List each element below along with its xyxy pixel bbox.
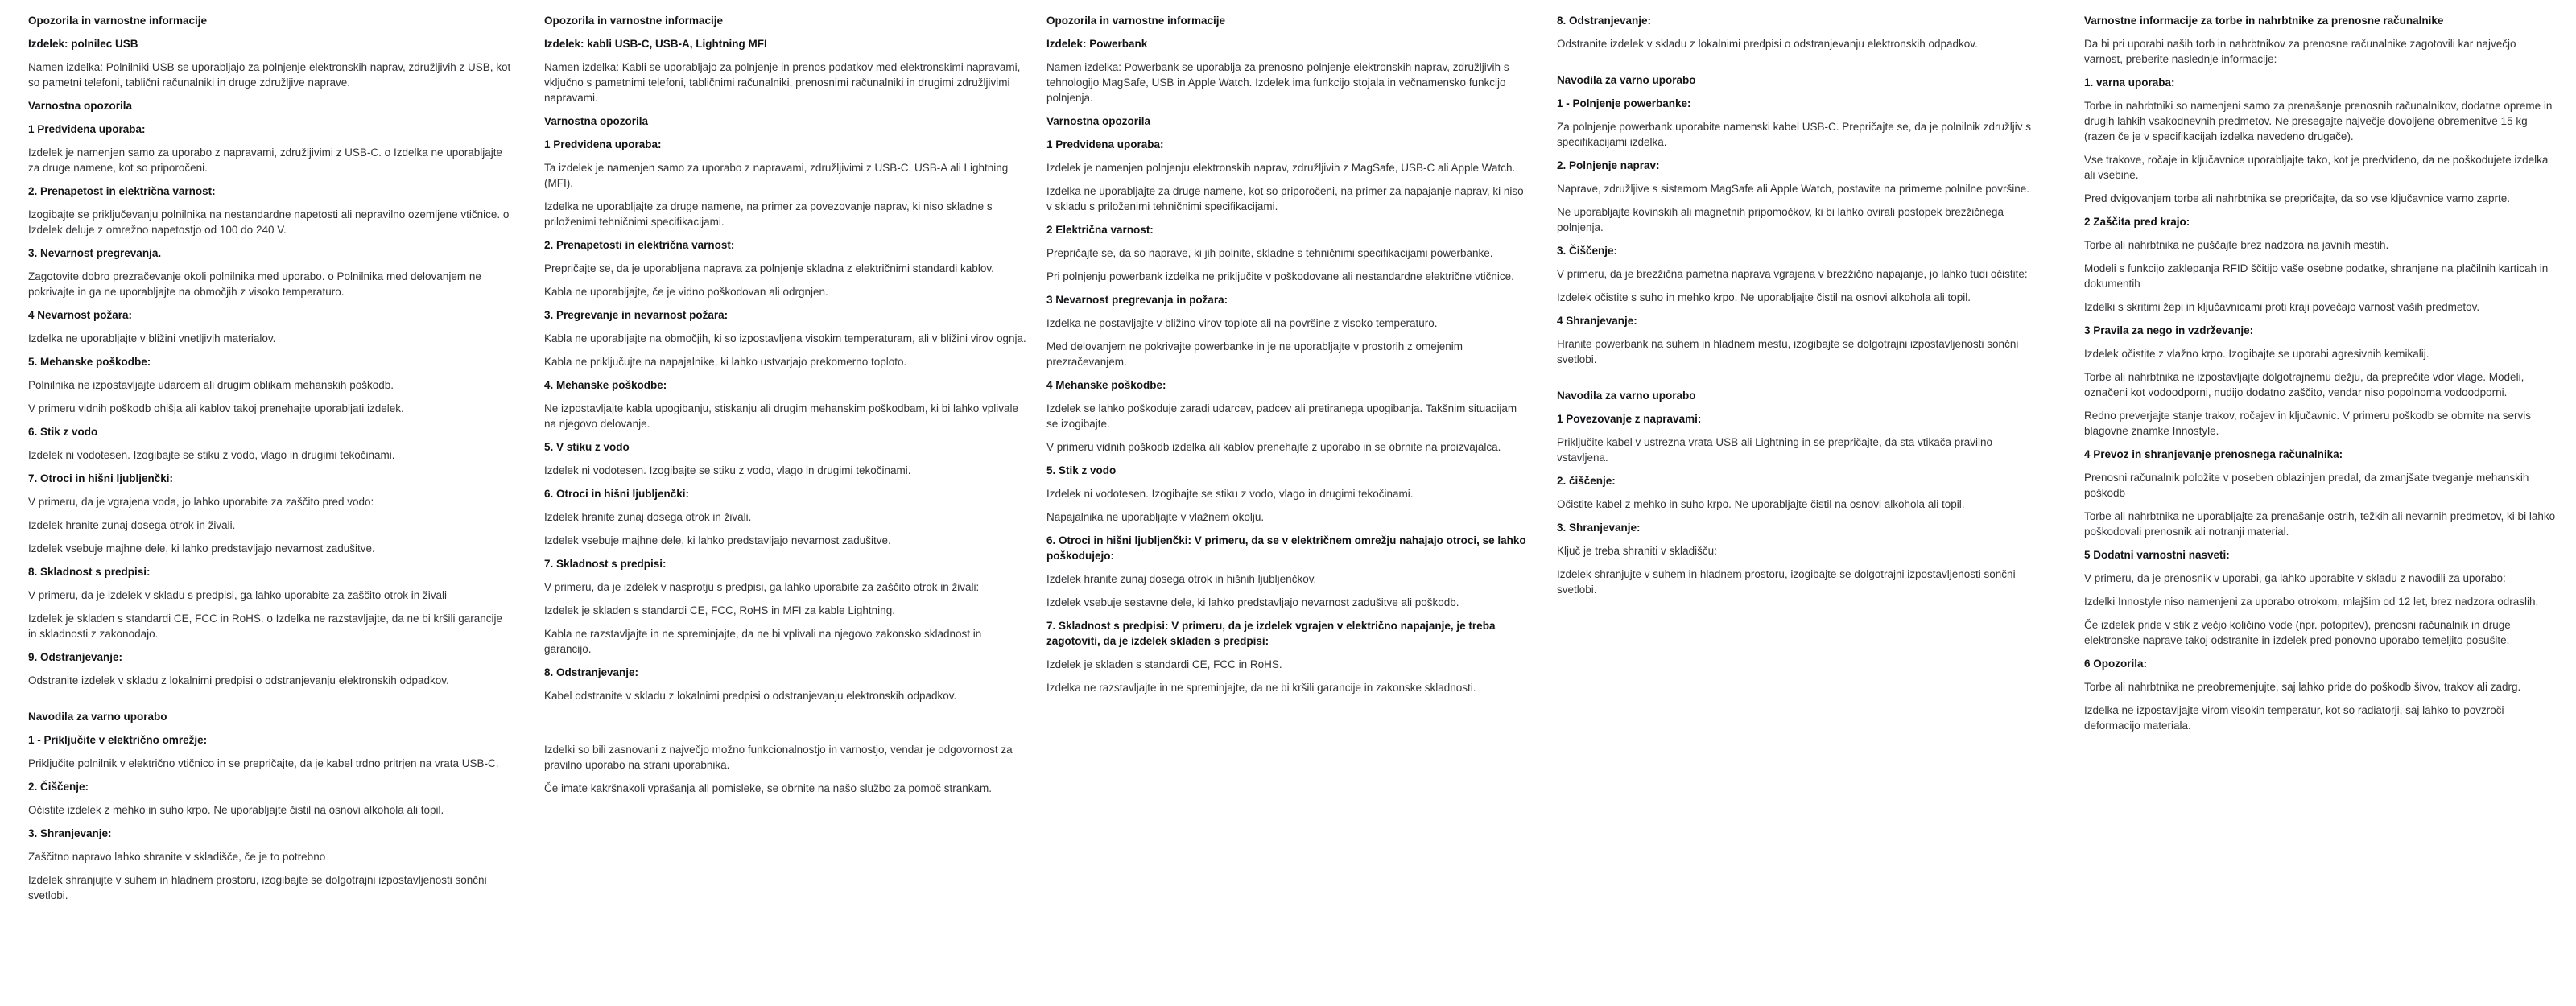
- section-heading: Opozorila in varnostne informacije: [28, 14, 208, 27]
- paragraph: Izdelek je skladen s standardi CE, FCC, RoHS in MFI za kable Lightning.: [544, 604, 895, 616]
- paragraph: Očistite kabel z mehko in suho krpo. Ne uporabljajte čistil na osnovi alkohola ali topil.: [1557, 498, 1965, 510]
- paragraph: Izdelek je skladen s standardi CE, FCC in RoHS. o Izdelka ne razstavljajte, da ne bi kršili garancije in skladnosti z zakonodajo.: [28, 612, 503, 640]
- paragraph: Izdelka ne postavljajte v bližino virov toplote ali na površine z visoko temperaturo.: [1046, 317, 1438, 329]
- paragraph: Odstranite izdelek v skladu z lokalnimi predpisi o odstranjevanju elektronskih odpadkov.: [28, 674, 449, 686]
- paragraph: Izdelek je namenjen samo za uporabo z napravami, združljivimi z USB-C. o Izdelka ne uporabljajte za druge namene, kot so priporočeni.: [28, 146, 503, 174]
- paragraph: Zagotovite dobro prezračevanje okoli polnilnika med uporabo. o Polnilnika med delovanjem ne pokrivajte in ga ne uporabljajte na območjih z visoko temperaturo.: [28, 270, 481, 298]
- section-heading: 4 Mehanske poškodbe:: [1046, 379, 1166, 391]
- paragraph: Torbe ali nahrbtnika ne preobremenjujte, saj lahko pride do poškodb šivov, trakov ali zadrg.: [2084, 681, 2521, 693]
- paragraph: Izdelek vsebuje majhne dele, ki lahko predstavljajo nevarnost zadušitve.: [544, 534, 891, 546]
- column-cables: [544, 13, 1027, 804]
- paragraph: Ključ je treba shraniti v skladišču:: [1557, 545, 1717, 557]
- paragraph: Torbe ali nahrbtnika ne izpostavljajte dolgotrajnemu dežju, da preprečite vdor vlage. Modeli, označeni kot vodoodporni, nudijo dodatno zaščito, vendar niso popolnoma vodoodporni.: [2084, 371, 2524, 398]
- section-heading: 3. Shranjevanje:: [28, 827, 112, 839]
- paragraph: Ne uporabljajte kovinskih ali magnetnih pripomočkov, ki bi lahko ovirali postopek brezžičnega polnjenja.: [1557, 206, 2004, 233]
- paragraph: Izdelek ni vodotesen. Izogibajte se stiku z vodo, vlago in drugimi tekočinami.: [28, 449, 395, 461]
- paragraph: Prepričajte se, da so naprave, ki jih polnite, skladne s tehničnimi specifikacijami powerbanke.: [1046, 247, 1493, 259]
- paragraph: Izdelek ni vodotesen. Izogibajte se stiku z vodo, vlago in drugimi tekočinami.: [544, 464, 911, 476]
- paragraph: Torbe in nahrbtniki so namenjeni samo za prenašanje prenosnih računalnikov, dodatne opreme in drugih lahkih vsakodnevnih predmetov. Ne presegajte največje dovoljene obremenitve 15 kg (razen če je v specifikacijah izdelka navedeno drugače).: [2084, 100, 2553, 142]
- paragraph: Izdelek shranjujte v suhem in hladnem prostoru, izogibajte se dolgotrajni izpostavljenosti sončni svetlobi.: [28, 874, 487, 901]
- paragraph: V primeru, da je vgrajena voda, jo lahko uporabite za zaščito pred vodo:: [28, 496, 374, 508]
- paragraph: Prenosni računalnik položite v poseben oblazinjen predal, da zmanjšate tveganje mehanskih poškodb: [2084, 472, 2529, 499]
- section-heading: 1. varna uporaba:: [2084, 76, 2175, 89]
- column-powerbank-usage: [1557, 13, 2040, 605]
- section-heading: 7. Skladnost s predpisi: V primeru, da je izdelek vgrajen v električno napajanje, je treba zagotoviti, da je izdelek skladen s predpisi:: [1046, 620, 1496, 647]
- paragraph: Za polnjenje powerbank uporabite namenski kabel USB-C. Prepričajte se, da je polnilnik združljiv s specifikacijami izdelka.: [1557, 121, 2032, 148]
- section-heading: 6. Otroci in hišni ljubljenčki:: [544, 488, 690, 500]
- section-heading: 3 Pravila za nego in vzdrževanje:: [2084, 324, 2254, 336]
- section-heading: 2 Zaščita pred krajo:: [2084, 216, 2190, 228]
- paragraph: Izdelka ne uporabljajte v bližini vnetljivih materialov.: [28, 332, 276, 344]
- section-heading: 4 Prevoz in shranjevanje prenosnega računalnika:: [2084, 448, 2343, 460]
- paragraph: Izdelek očistite z vlažno krpo. Izogibajte se uporabi agresivnih kemikalij.: [2084, 348, 2429, 360]
- paragraph: Izdelki Innostyle niso namenjeni za uporabo otrokom, mlajšim od 12 let, brez nadzora odraslih.: [2084, 596, 2539, 608]
- paragraph: Izdelek vsebuje sestavne dele, ki lahko predstavljajo nevarnost zadušitve ali poškodb.: [1046, 596, 1459, 608]
- section-heading: 4. Mehanske poškodbe:: [544, 379, 667, 391]
- paragraph: Ne izpostavljajte kabla upogibanju, stiskanju ali drugim mehanskim poškodbam, ki bi lahko vplivale na njegovo delovanje.: [544, 402, 1019, 430]
- section-heading: Opozorila in varnostne informacije: [544, 14, 724, 27]
- paragraph: Izdelka ne izpostavljajte virom visokih temperatur, kot so radiatorji, saj lahko to povzroči deformacijo materiala.: [2084, 704, 2504, 732]
- paragraph: Izdelka ne uporabljajte za druge namene, na primer za povezovanje naprav, ki niso skladne s priloženimi tehničnimi specifikacijami.: [544, 200, 993, 228]
- column-powerbank: [1046, 13, 1530, 703]
- paragraph: Namen izdelka: Polnilniki USB se uporabljajo za polnjenje elektronskih naprav, združljivih z USB, kot so pametni telefoni, tablični računalniki in druge združljive naprave.: [28, 61, 511, 89]
- paragraph: Napajalnika ne uporabljajte v vlažnem okolju.: [1046, 511, 1265, 523]
- paragraph: V primeru, da je prenosnik v uporabi, ga lahko uporabite v skladu z navodili za uporabo:: [2084, 572, 2506, 584]
- section-heading: 6. Stik z vodo: [28, 426, 98, 438]
- paragraph: Namen izdelka: Powerbank se uporablja za prenosno polnjenje elektronskih naprav, združljivih s tehnologijo MagSafe, USB in Apple Watch. Izdelek ima funkcijo stojala in večnamensko funkcijo polnjenja.: [1046, 61, 1509, 104]
- section-heading: 2. Polnjenje naprav:: [1557, 159, 1660, 171]
- paragraph: Kabel odstranite v skladu z lokalnimi predpisi o odstranjevanju elektronskih odpadkov.: [544, 690, 957, 702]
- paragraph: Izdelek shranjujte v suhem in hladnem prostoru, izogibajte se dolgotrajni izpostavljenosti sončni svetlobi.: [1557, 568, 2016, 596]
- section-heading: 7. Otroci in hišni ljubljenčki:: [28, 472, 174, 484]
- paragraph: Izdelek hranite zunaj dosega otrok in živali.: [544, 511, 752, 523]
- section-heading: Izdelek: polnilec USB: [28, 38, 138, 50]
- section-heading: Navodila za varno uporabo: [28, 711, 167, 723]
- section-heading: 5. Stik z vodo: [1046, 464, 1117, 476]
- paragraph: Priključite kabel v ustrezna vrata USB ali Lightning in se prepričajte, da sta vtikača pravilno vstavljena.: [1557, 436, 1993, 464]
- paragraph: Očistite izdelek z mehko in suho krpo. Ne uporabljajte čistil na osnovi alkohola ali topil.: [28, 804, 444, 816]
- paragraph: Modeli s funkcijo zaklepanja RFID ščitijo vaše osebne podatke, shranjene na plačilnih karticah in dokumentih: [2084, 262, 2549, 290]
- paragraph: Izdelki so bili zasnovani z največjo možno funkcionalnostjo in varnostjo, vendar je odgovornost za pravilno uporabo na strani uporabnika.: [544, 744, 1013, 771]
- paragraph: Odstranite izdelek v skladu z lokalnimi predpisi o odstranjevanju elektronskih odpadkov.: [1557, 38, 1978, 50]
- paragraph: Izdelek ni vodotesen. Izogibajte se stiku z vodo, vlago in drugimi tekočinami.: [1046, 488, 1414, 500]
- paragraph: Izdelki s skritimi žepi in ključavnicami proti kraji povečajo varnost vaših predmetov.: [2084, 301, 2480, 313]
- paragraph: Če izdelek pride v stik z večjo količino vode (npr. potopitev), prenosni računalnik in druge elektronske naprave takoj odstranite in izdelek pred ponovno uporabo temeljito posušite.: [2084, 619, 2511, 646]
- section-heading: Opozorila in varnostne informacije: [1046, 14, 1226, 27]
- section-heading: 6. Otroci in hišni ljubljenčki: V primeru, da se v električnem omrežju nahajajo otroci, se lahko poškodujejo:: [1046, 534, 1526, 562]
- section-heading: 3. Pregrevanje in nevarnost požara:: [544, 309, 729, 321]
- paragraph: Izdelek je skladen s standardi CE, FCC in RoHS.: [1046, 658, 1282, 670]
- paragraph: Da bi pri uporabi naših torb in nahrbtnikov za prenosne računalnike zagotovili kar največjo varnost, preberite naslednje informacije:: [2084, 38, 2516, 65]
- section-heading: 3. Nevarnost pregrevanja.: [28, 247, 162, 259]
- section-heading: 4 Nevarnost požara:: [28, 309, 133, 321]
- paragraph: Redno preverjajte stanje trakov, ročajev in ključavnic. V primeru poškodb se obrnite na servis blagovne znamke Innostyle.: [2084, 410, 2532, 437]
- paragraph: Izdelek očistite s suho in mehko krpo. Ne uporabljajte čistil na osnovi alkohola ali topil.: [1557, 291, 1971, 303]
- section-heading: 2. Prenapetost in električna varnost:: [28, 185, 216, 197]
- section-heading: 4 Shranjevanje:: [1557, 315, 1637, 327]
- paragraph: Namen izdelka: Kabli se uporabljajo za polnjenje in prenos podatkov med elektronskimi napravami, vključno s pametnimi telefoni, tabličnimi računalniki, prenosnimi računalniki in drugimi združljivimi napravami.: [544, 61, 1021, 104]
- paragraph: Kabla ne uporabljajte na območjih, ki so izpostavljena visokim temperaturam, ali v bližini virov ognja.: [544, 332, 1026, 344]
- section-heading: 2. Prenapetosti in električna varnost:: [544, 239, 735, 251]
- section-heading: 3. Čiščenje:: [1557, 245, 1618, 257]
- section-heading: 2. Čiščenje:: [28, 781, 89, 793]
- section-heading: 5 Dodatni varnostni nasveti:: [2084, 549, 2230, 561]
- paragraph: Zaščitno napravo lahko shranite v skladišče, če je to potrebno: [28, 851, 326, 863]
- section-heading: 3. Shranjevanje:: [1557, 522, 1641, 534]
- paragraph: Polnilnika ne izpostavljajte udarcem ali drugim oblikam mehanskih poškodb.: [28, 379, 394, 391]
- paragraph: Naprave, združljive s sistemom MagSafe ali Apple Watch, postavite na primerne polnilne površine.: [1557, 183, 2030, 195]
- paragraph: V primeru, da je brezžična pametna naprava vgrajena v brezžično napajanje, jo lahko tudi očistite:: [1557, 268, 2028, 280]
- paragraph: Izdelek hranite zunaj dosega otrok in živali.: [28, 519, 236, 531]
- paragraph: V primeru, da je izdelek v nasprotju s predpisi, ga lahko uporabite za zaščito otrok in živali:: [544, 581, 980, 593]
- paragraph: Izdelka ne uporabljajte za druge namene, kot so priporočeni, na primer za napajanje naprav, ki niso v skladu s priloženimi tehničnimi specifikacijami.: [1046, 185, 1524, 212]
- paragraph: Torbe ali nahrbtnika ne puščajte brez nadzora na javnih mestih.: [2084, 239, 2389, 251]
- section-heading: 9. Odstranjevanje:: [28, 651, 123, 663]
- section-heading: 5. V stiku z vodo: [544, 441, 630, 453]
- section-heading: 1 Predvidena uporaba:: [544, 138, 662, 150]
- paragraph: Torbe ali nahrbtnika ne uporabljajte za prenašanje ostrih, težkih ali nevarnih predmetov, ki bi lahko poškodovali prenosnik ali notranji material.: [2084, 510, 2556, 538]
- section-heading: 2. čiščenje:: [1557, 475, 1616, 487]
- section-heading: 5. Mehanske poškodbe:: [28, 356, 151, 368]
- paragraph: Izdelek vsebuje majhne dele, ki lahko predstavljajo nevarnost zadušitve.: [28, 542, 375, 555]
- section-heading: Navodila za varno uporabo: [1557, 390, 1696, 402]
- section-heading: 8. Odstranjevanje:: [1557, 14, 1652, 27]
- section-heading: 3 Nevarnost pregrevanja in požara:: [1046, 294, 1228, 306]
- paragraph: Vse trakove, ročaje in ključavnice uporabljajte tako, kot je predvideno, da ne poškodujete izdelka ali vsebine.: [2084, 154, 2549, 181]
- section-heading: Varnostna opozorila: [1046, 115, 1151, 127]
- paragraph: Pred dvigovanjem torbe ali nahrbtnika se prepričajte, da so vse ključavnice varno zaprte.: [2084, 192, 2511, 204]
- section-heading: 1 - Priključite v električno omrežje:: [28, 734, 208, 746]
- section-heading: Varnostna opozorila: [28, 100, 133, 112]
- section-heading: 2 Električna varnost:: [1046, 224, 1154, 236]
- section-heading: Varnostna opozorila: [544, 115, 649, 127]
- paragraph: Ta izdelek je namenjen samo za uporabo z napravami, združljivimi z USB-C, USB-A ali Lightning (MFI).: [544, 162, 1009, 189]
- paragraph: V primeru, da je izdelek v skladu s predpisi, ga lahko uporabite za zaščito otrok in živali: [28, 589, 448, 601]
- section-heading: 7. Skladnost s predpisi:: [544, 558, 667, 570]
- paragraph: Če imate kakršnakoli vprašanja ali pomisleke, se obrnite na našo službo za pomoč strankam.: [544, 782, 993, 794]
- paragraph: Izdelek se lahko poškoduje zaradi udarcev, padcev ali pretiranega upogibanja. Takšnim situacijam se izogibajte.: [1046, 402, 1517, 430]
- section-heading: 1 - Polnjenje powerbanke:: [1557, 97, 1691, 109]
- section-heading: 8. Odstranjevanje:: [544, 666, 639, 678]
- section-heading: Navodila za varno uporabo: [1557, 74, 1696, 86]
- section-heading: 8. Skladnost s predpisi:: [28, 566, 151, 578]
- paragraph: Pri polnjenju powerbank izdelka ne priključite v poškodovane ali nestandardne električne vtičnice.: [1046, 270, 1514, 282]
- column-usb-charger: [28, 13, 511, 911]
- paragraph: Kabla ne uporabljajte, če je vidno poškodovan ali odrgnjen.: [544, 286, 828, 298]
- section-heading: 1 Povezovanje z napravami:: [1557, 413, 1702, 425]
- section-heading: Izdelek: kabli USB-C, USB-A, Lightning MFI: [544, 38, 767, 50]
- paragraph: Izdelka ne razstavljajte in ne spreminjajte, da ne bi kršili garancije in zakonske skladnosti.: [1046, 682, 1476, 694]
- paragraph: Izdelek je namenjen polnjenju elektronskih naprav, združljivih z MagSafe, USB-C ali Apple Watch.: [1046, 162, 1516, 174]
- paragraph: Kabla ne razstavljajte in ne spreminjajte, da ne bi vplivali na njegovo zakonsko skladnost in garancijo.: [544, 628, 982, 655]
- column-laptop-bags: [2084, 13, 2556, 741]
- paragraph: V primeru vidnih poškodb izdelka ali kablov prenehajte z uporabo in se obrnite na proizvajalca.: [1046, 441, 1501, 453]
- section-heading: 1 Predvidena uporaba:: [1046, 138, 1164, 150]
- paragraph: Kabla ne priključujte na napajalnike, ki lahko ustvarjajo prekomerno toploto.: [544, 356, 907, 368]
- paragraph: Med delovanjem ne pokrivajte powerbanke in je ne uporabljajte v prostorih z omejenim prezračevanjem.: [1046, 340, 1463, 368]
- paragraph: V primeru vidnih poškodb ohišja ali kablov takoj prenehajte uporabljati izdelek.: [28, 402, 404, 414]
- section-heading: 6 Opozorila:: [2084, 658, 2148, 670]
- section-heading: 1 Predvidena uporaba:: [28, 123, 146, 135]
- paragraph: Hranite powerbank na suhem in hladnem mestu, izogibajte se dolgotrajni izpostavljenosti sončni svetlobi.: [1557, 338, 2019, 365]
- section-heading: Varnostne informacije za torbe in nahrbtnike za prenosne računalnike: [2084, 14, 2444, 27]
- paragraph: Izdelek hranite zunaj dosega otrok in hišnih ljubljenčkov.: [1046, 573, 1317, 585]
- paragraph: Izogibajte se priključevanju polnilnika na nestandardne napetosti ali nepravilno ozemljene vtičnice. o Izdelek deluje z omrežno napetostjo od 100 do 240 V.: [28, 208, 510, 236]
- paragraph: Prepričajte se, da je uporabljena naprava za polnjenje skladna z električnimi standardi kablov.: [544, 262, 994, 274]
- paragraph: Priključite polnilnik v električno vtičnico in se prepričajte, da je kabel trdno pritrjen na vrata USB-C.: [28, 757, 499, 769]
- section-heading: Izdelek: Powerbank: [1046, 38, 1148, 50]
